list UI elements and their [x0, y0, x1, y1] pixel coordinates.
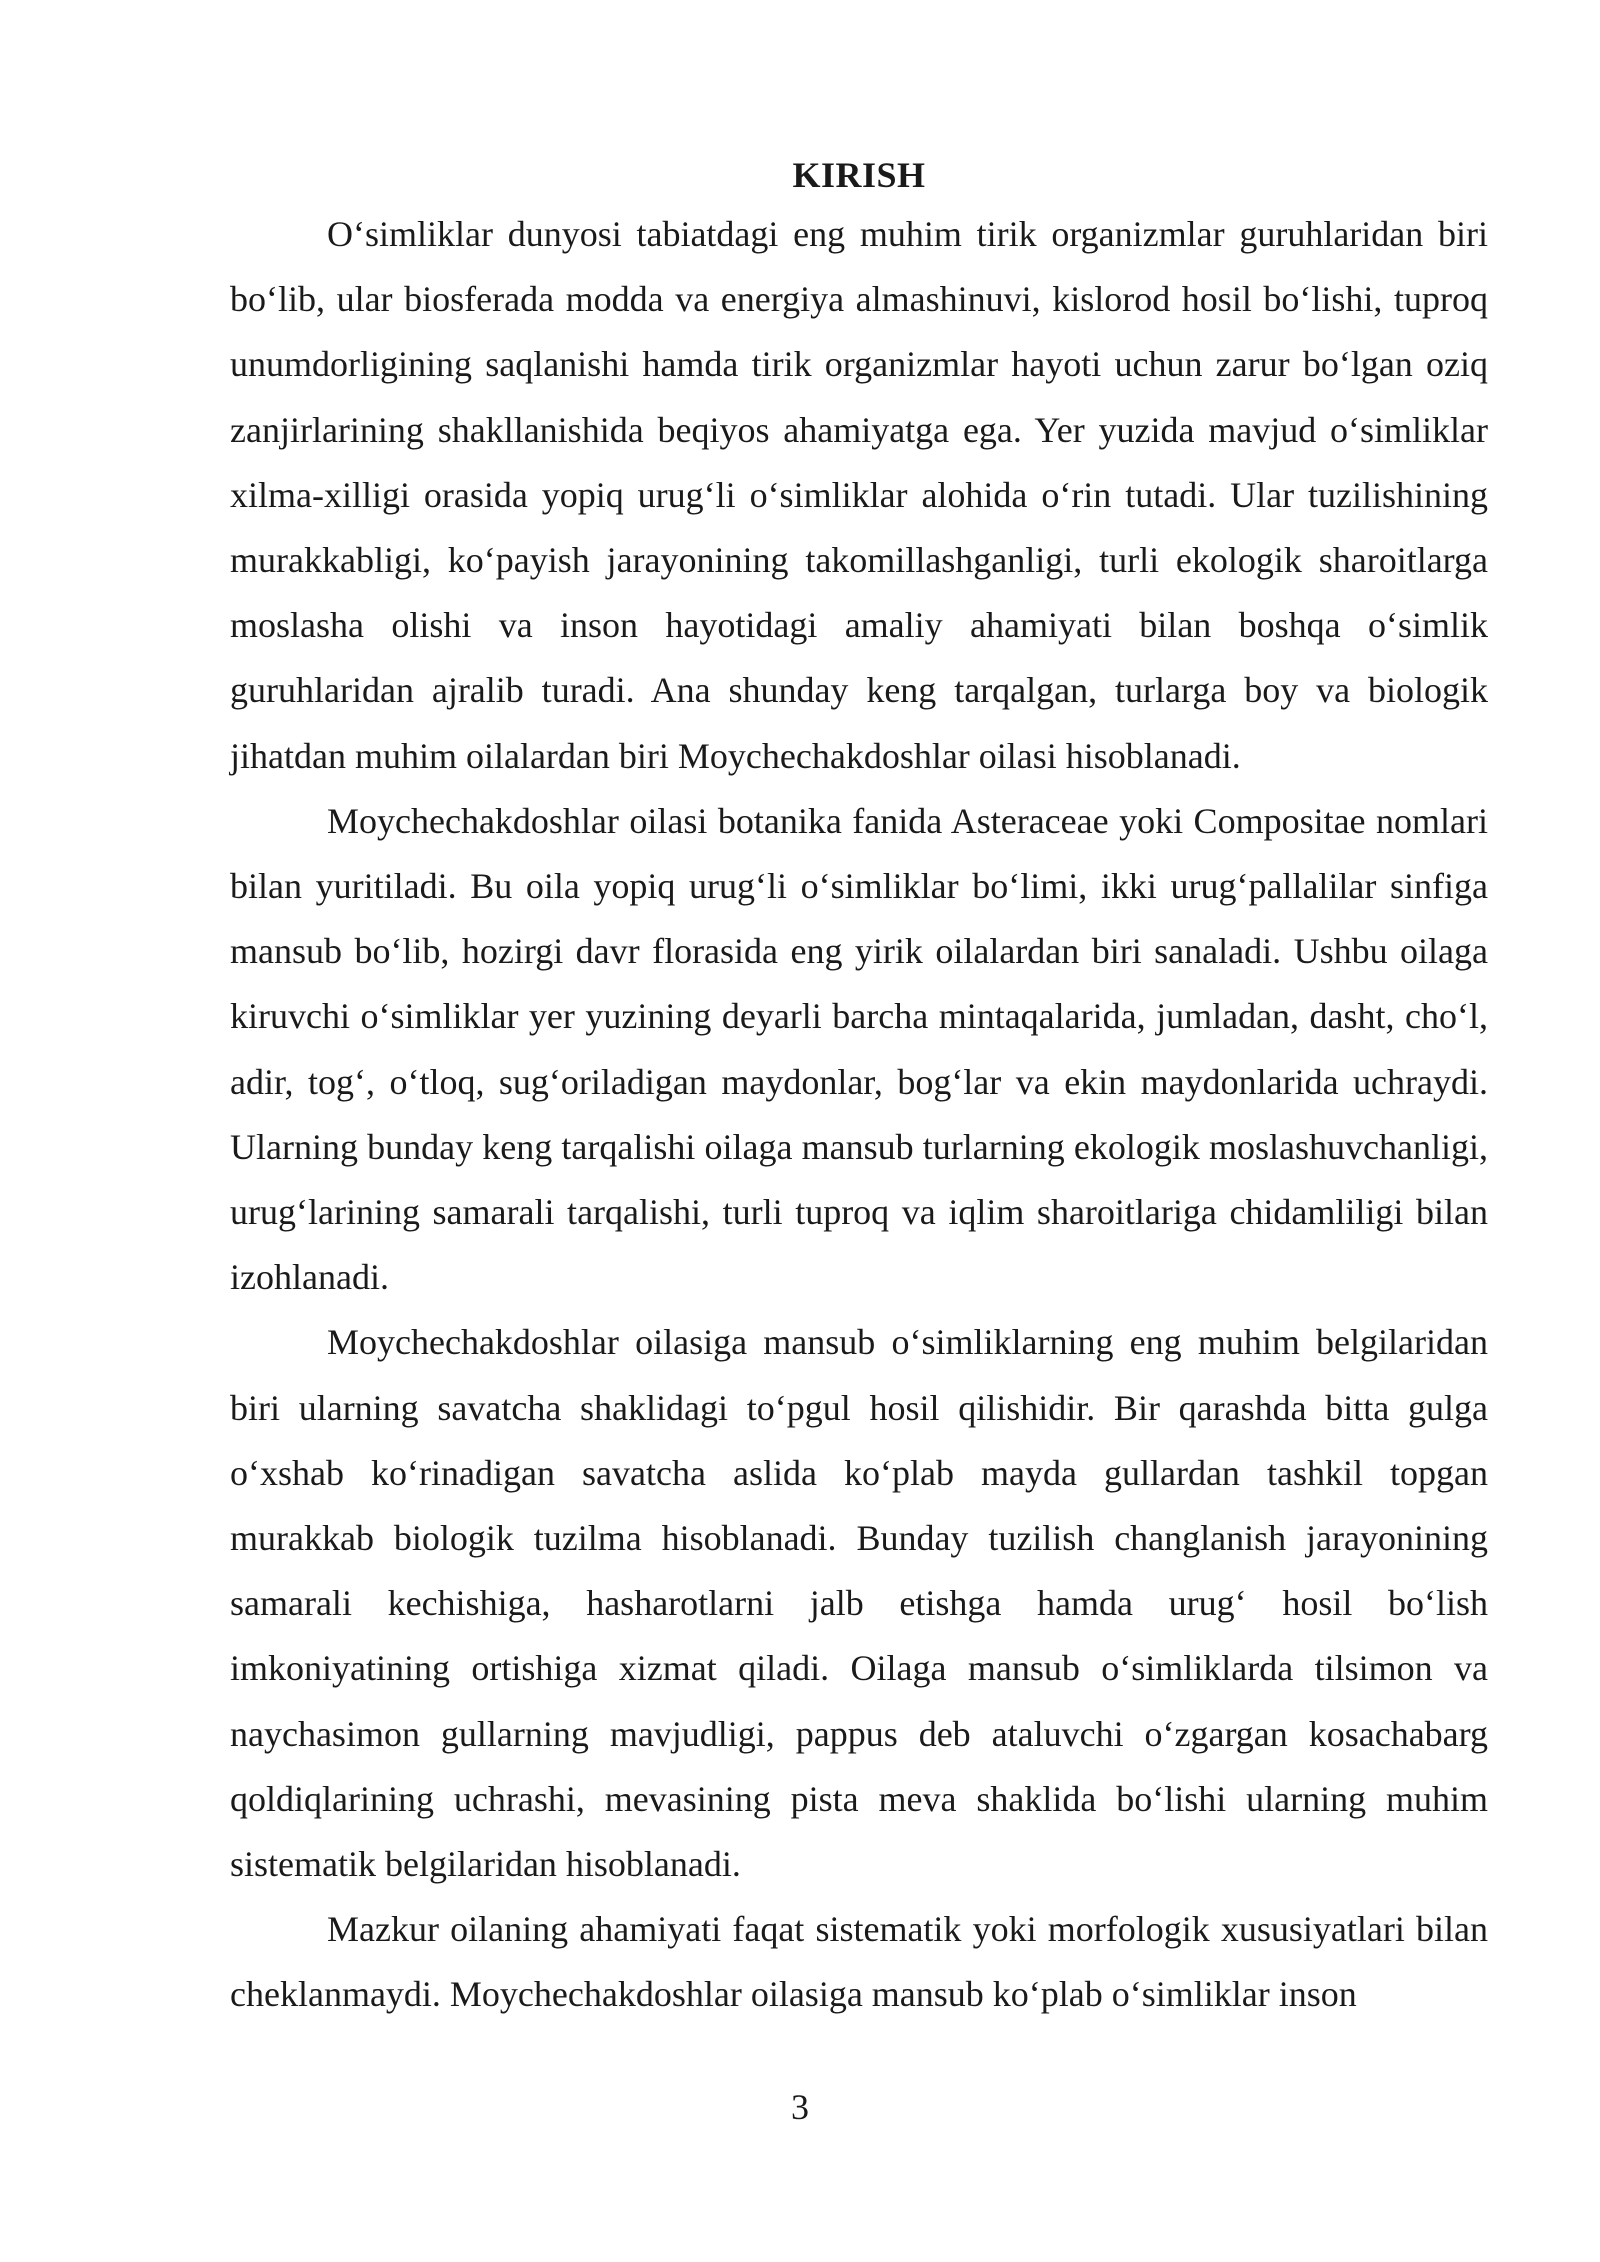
- paragraph-4: Mazkur oilaning ahamiyati faqat sistematik yoki morfologik xususiyatlari bilan cheklanmaydi. Moychechakdoshlar oilasiga mansub ko‘plab o‘simliklar inson: [230, 1909, 1488, 2015]
- paragraph-1: O‘simliklar dunyosi tabiatdagi eng muhim tirik organizmlar guruhlaridan biri bo‘lib, ular biosferada modda va energiya almashinuvi, kislorod hosil bo‘lishi, tuproq unumdorligining saqlanishi hamda tirik organizmlar hayoti uchun zarur bo‘lgan oziq zanjirlarining shakllanishida beqiyos ahamiyatga ega. Yer yuzida mavjud o‘simliklar xilma-xilligi orasida yopiq urug‘li o‘simliklar alohida o‘rin tutadi. Ular tuzilishining murakkabligi, ko‘payish jarayonining takomillashganligi, turli ekologik sharoitlarga moslasha olishi va inson hayotidagi amaliy ahamiyati bilan boshqa o‘simlik guruhlaridan ajralib turadi. Ana shunday keng tarqalgan, turlarga boy va biologik jihatdan muhim oilalardan biri Moychechakdoshlar oilasi hisoblanadi.: [230, 214, 1488, 776]
- section-title: KIRISH: [792, 155, 926, 195]
- page-content: [230, 148, 1488, 2028]
- paragraph-3: Moychechakdoshlar oilasiga mansub o‘simliklarning eng muhim belgilaridan biri ularning savatcha shaklidagi to‘pgul hosil qilishidir. Bir qarashda bitta gulga o‘xshab ko‘rinadigan savatcha aslida ko‘plab mayda gullardan tashkil topgan murakkab biologik tuzilma hisoblanadi. Bunday tuzilish changlanish jarayonining samarali kechishiga, hasharotlarni jalb etishga hamda urug‘ hosil bo‘lish imkoniyatining ortishiga xizmat qiladi. Oilaga mansub o‘simliklarda tilsimon va naychasimon gullarning mavjudligi, pappus deb ataluvchi o‘zgargan kosachabarg qoldiqlarining uchrashi, mevasining pista meva shaklida bo‘lishi ularning muhim sistematik belgilaridan hisoblanadi.: [230, 1322, 1488, 1885]
- page-number: 3: [791, 2087, 809, 2127]
- paragraph-2: Moychechakdoshlar oilasi botanika fanida Asteraceae yoki Compositae nomlari bilan yuritiladi. Bu oila yopiq urug‘li o‘simliklar bo‘limi, ikki urug‘pallalilar sinfiga mansub bo‘lib, hozirgi davr florasida eng yirik oilalardan biri sanaladi. Ushbu oilaga kiruvchi o‘simliklar yer yuzining deyarli barcha mintaqalarida, jumladan, dasht, cho‘l, adir, tog‘, o‘tloq, sug‘oriladigan maydonlar, bog‘lar va ekin maydonlarida uchraydi. Ularning bunday keng tarqalishi oilaga mansub turlarning ekologik moslashuvchanligi, urug‘larining samarali tarqalishi, turli tuproq va iqlim sharoitlariga chidamliligi bilan izohlanadi.: [230, 800, 1488, 1298]
